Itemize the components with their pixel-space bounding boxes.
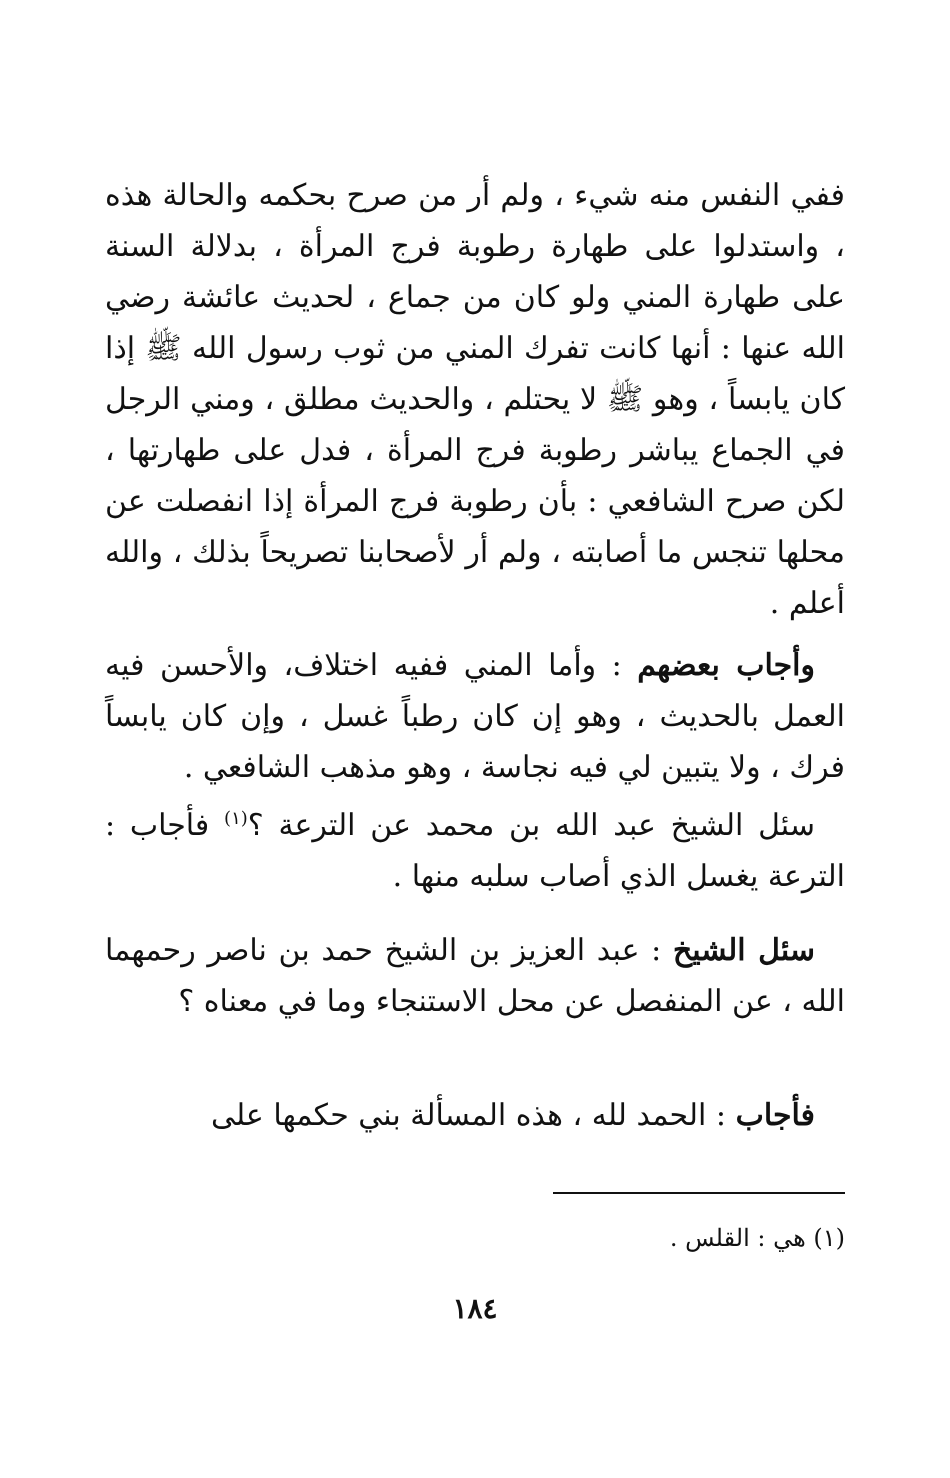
footnote: (١) هي : القلس . — [669, 1224, 845, 1252]
paragraph-3-text-b: فأجاب : الترعة يغسل الذي أصاب سلبه منها . — [105, 808, 845, 894]
paragraph-2-text: : وأما المني ففيه اختلاف، والأحسن فيه العمل بالحديث ، وهو إن كان رطباً غسل ، وإن كان يابساً فرك ، ولا يتبين لي فيه نجاسة ، وهو مذهب الشافعي . — [105, 648, 845, 785]
footnote-divider — [553, 1192, 845, 1194]
page-number: ١٨٤ — [452, 1292, 498, 1325]
paragraph-3-text-a: سئل الشيخ عبد الله بن محمد عن الترعة ؟ — [247, 808, 815, 843]
paragraph-4 — [105, 925, 845, 1027]
paragraph-3 — [105, 800, 845, 902]
paragraph-1 — [105, 170, 845, 629]
paragraph-2-lead: وأجاب بعضهم — [637, 648, 815, 683]
paragraph-5-lead: فأجاب — [735, 1098, 815, 1133]
footnote-reference[interactable]: (١) — [224, 808, 248, 829]
paragraph-1-text: ففي النفس منه شيء ، ولم أر من صرح بحكمه والحالة هذه ، واستدلوا على طهارة رطوبة فرج المرأة ، بدلالة السنة على طهارة المني ولو كان من جماع ، لحديث عائشة رضي الله عنها : أنها كانت تفرك المني من ثوب رسول الله ﷺ إذا كان يابساً ، وهو ﷺ لا يحتلم ، والحديث مطلق ، ومني الرجل في الجماع يباشر رطوبة فرج المرأة ، فدل على طهارتها ، لكن صرح الشافعي : بأن رطوبة فرج المرأة إذا انفصلت عن محلها تنجس ما أصابته ، ولم أر لأصحابنا تصريحاً بذلك ، والله أعلم . — [105, 178, 845, 621]
paragraph-4-lead: سئل الشيخ — [672, 933, 816, 968]
paragraph-5-text: : الحمد لله ، هذه المسألة بني حكمها على — [210, 1098, 727, 1133]
paragraph-2 — [105, 640, 845, 793]
paragraph-4-text: : عبد العزيز بن الشيخ حمد بن ناصر رحمهما الله ، عن المنفصل عن محل الاستنجاء وما في معناه ؟ — [105, 933, 845, 1019]
paragraph-5 — [105, 1090, 845, 1141]
